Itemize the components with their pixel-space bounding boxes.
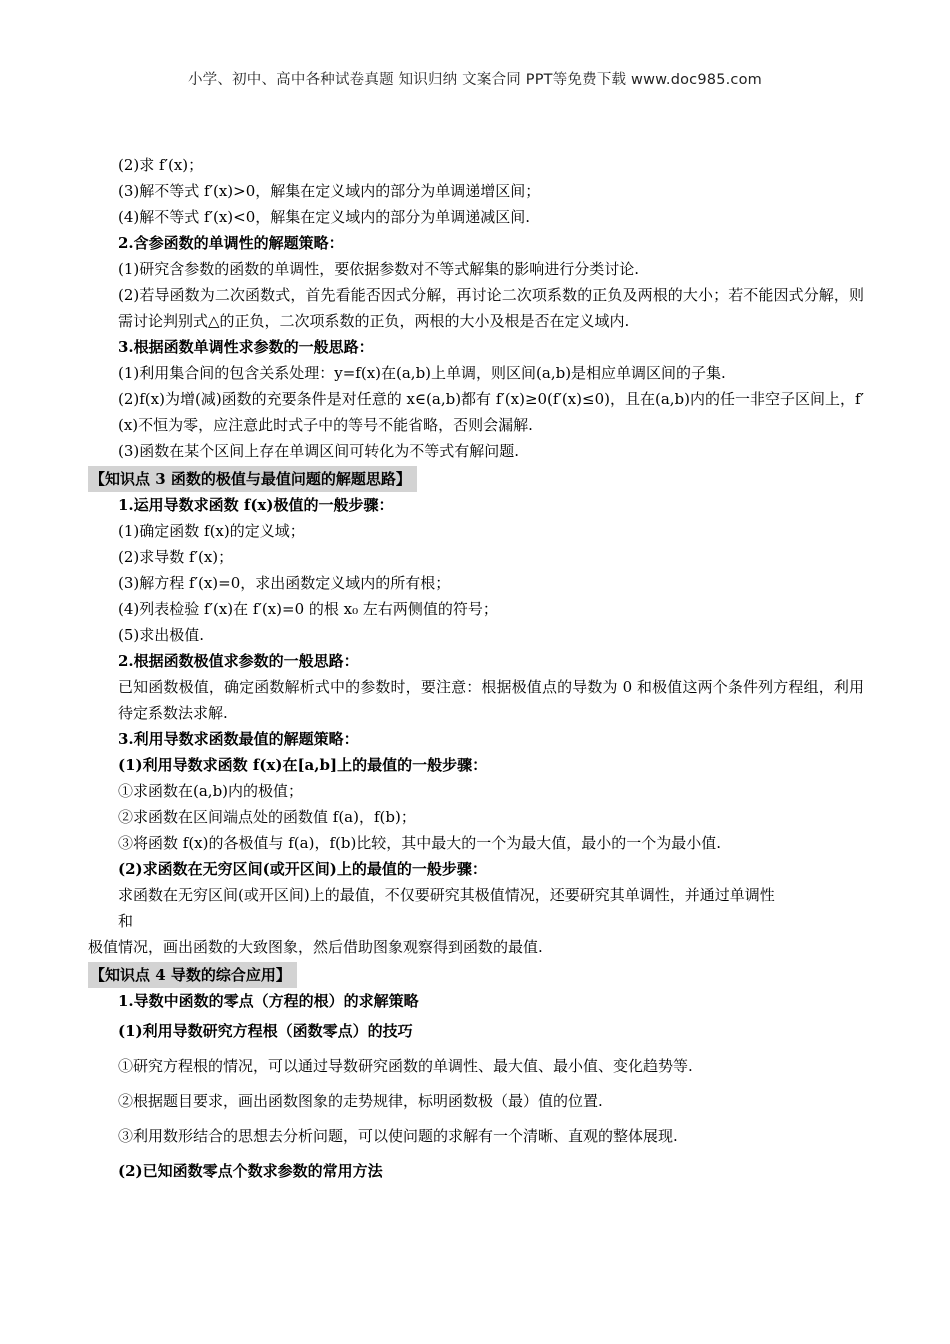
text-line: (5)求出极值. bbox=[118, 626, 205, 644]
knowledge-point-4-heading bbox=[88, 960, 864, 988]
text-line: (2)求导数 f′(x)； bbox=[118, 548, 234, 566]
section-heading: 2.含参函数的单调性的解题策略： bbox=[118, 234, 344, 252]
knowledge-point-label: 【知识点 4 导数的综合应用】 bbox=[88, 962, 297, 988]
text-line: (1)确定函数 f(x)的定义域； bbox=[118, 522, 305, 540]
subsection-heading: (2)已知函数零点个数求参数的常用方法 bbox=[118, 1162, 383, 1180]
text-line: ①求函数在(a,b)内的极值； bbox=[118, 782, 304, 800]
text-line: (4)列表检验 f′(x)在 f′(x)=0 的根 x₀ 左右两侧值的符号； bbox=[118, 600, 498, 618]
text-line: ②根据题目要求，画出函数图象的走势规律，标明函数极（最）值的位置. bbox=[118, 1092, 603, 1110]
document-body bbox=[88, 152, 864, 1184]
text-line: 极值情况，画出函数的大致图象，然后借助图象观察得到函数的最值. bbox=[88, 938, 543, 956]
knowledge-point-3-heading bbox=[88, 464, 864, 492]
text-line: 求函数在无穷区间(或开区间)上的最值，不仅要研究其极值情况，还要研究其单调性，并通过单调性 bbox=[118, 886, 775, 904]
text-line: (3)函数在某个区间上存在单调区间可转化为不等式有解问题. bbox=[118, 442, 520, 460]
subsection-heading: (2)求函数在无穷区间(或开区间)上的最值的一般步骤： bbox=[118, 860, 487, 878]
section-heading: 1.导数中函数的零点（方程的根）的求解策略 bbox=[118, 992, 419, 1010]
subsection-heading: (1)利用导数研究方程根（函数零点）的技巧 bbox=[118, 1022, 413, 1040]
text-line: ③将函数 f(x)的各极值与 f(a)，f(b)比较，其中最大的一个为最大值，最小的一个为最小值. bbox=[118, 834, 722, 852]
section-heading: 3.利用导数求函数最值的解题策略： bbox=[118, 730, 359, 748]
text-line: (2)求 f′(x)； bbox=[118, 156, 204, 174]
text-line: ③利用数形结合的思想去分析问题，可以使问题的求解有一个清晰、直观的整体展现. bbox=[118, 1127, 678, 1145]
section-heading: 3.根据函数单调性求参数的一般思路： bbox=[118, 338, 374, 356]
section-heading: 1.运用导数求函数 f(x)极值的一般步骤： bbox=[118, 496, 394, 514]
subsection-heading: (1)利用导数求函数 f(x)在[a,b]上的最值的一般步骤： bbox=[118, 756, 488, 774]
text-paragraph: 已知函数极值，确定函数解析式中的参数时，要注意：根据极值点的导数为 0 和极值这两个条件列方程组，利用待定系数法求解. bbox=[118, 678, 864, 722]
text-line: 和 bbox=[118, 912, 134, 930]
text-line: (1)利用集合间的包含关系处理：y=f(x)在(a,b)上单调，则区间(a,b)是相应单调区间的子集. bbox=[118, 364, 726, 382]
text-line: (3)解方程 f′(x)=0，求出函数定义域内的所有根； bbox=[118, 574, 451, 592]
text-line: (3)解不等式 f′(x)>0，解集在定义域内的部分为单调递增区间； bbox=[118, 182, 541, 200]
text-paragraph: (2)若导函数为二次函数式，首先看能否因式分解，再讨论二次项系数的正负及两根的大小；若不能因式分解，则需讨论判别式△的正负，二次项系数的正负，两根的大小及根是否在定义域内. bbox=[118, 286, 864, 330]
page-header: 小学、初中、高中各种试卷真题 知识归纳 文案合同 PPT等免费下载 www.doc985.com bbox=[187, 72, 763, 88]
text-paragraph: (2)f(x)为增(减)函数的充要条件是对任意的 x∈(a,b)都有 f′(x)≥0(f′(x)≤0)，且在(a,b)内的任一非空子区间上，f′(x)不恒为零，应注意此时式子中的等号不能省略，否则会漏解. bbox=[118, 390, 864, 434]
text-line: (4)解不等式 f′(x)<0，解集在定义域内的部分为单调递减区间. bbox=[118, 208, 531, 226]
text-line: (1)研究含参数的函数的单调性，要依据参数对不等式解集的影响进行分类讨论. bbox=[118, 260, 640, 278]
text-line: ①研究方程根的情况，可以通过导数研究函数的单调性、最大值、最小值、变化趋势等. bbox=[118, 1057, 693, 1075]
section-heading: 2.根据函数极值求参数的一般思路： bbox=[118, 652, 359, 670]
knowledge-point-label: 【知识点 3 函数的极值与最值问题的解题思路】 bbox=[88, 466, 417, 492]
text-line: ②求函数在区间端点处的函数值 f(a)，f(b)； bbox=[118, 808, 416, 826]
